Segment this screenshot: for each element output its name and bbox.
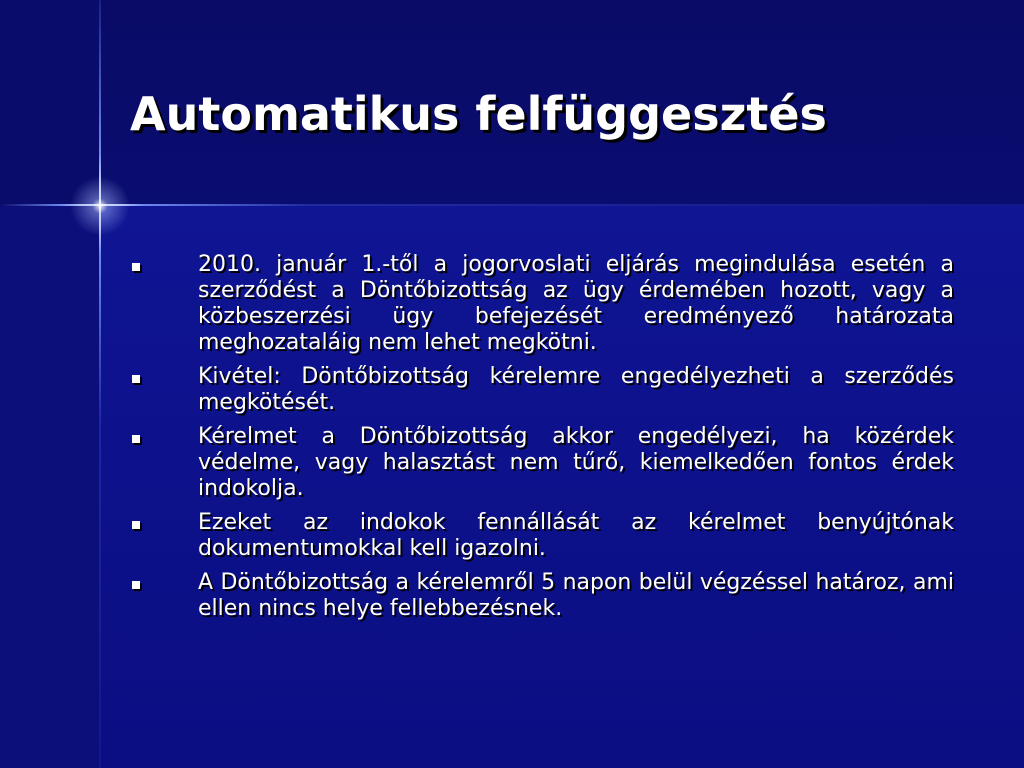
square-bullet-icon [132,263,140,271]
square-bullet-icon [132,581,140,589]
bullet-text: Kivétel: Döntőbizottság kérelemre engedélyezheti a szerződés megkötését. [198,364,954,415]
bullet-text: Kérelmet a Döntőbizottság akkor engedélyezi, ha közérdek védelme, vagy halasztást nem tűrő, kiemelkedően fontos érdek indokolja. [198,424,954,501]
bullet-list [130,252,954,630]
vertical-light-line [99,0,101,768]
slide-title: Automatikus felfüggesztés [130,87,827,141]
bullet-item [130,364,954,416]
bullet-text: A Döntőbizottság a kérelemről 5 napon belül végzéssel határoz, ami ellen nincs helye fellebbezésnek. [198,570,954,621]
square-bullet-icon [132,435,140,443]
bullet-item [130,252,954,356]
bullet-item [130,424,954,502]
bullet-item [130,570,954,622]
square-bullet-icon [132,521,140,529]
corner-decoration [0,0,100,206]
bullet-item [130,510,954,562]
square-bullet-icon [132,375,140,383]
sparkle-icon [70,176,130,236]
bullet-text: 2010. január 1.-től a jogorvoslati eljárás megindulása esetén a szerződést a Döntőbizottság az ügy érdemében hozott, vagy a közbeszerzési ügy befejezését eredményező határozata meghozataláig nem lehet megkötni. [198,252,954,355]
horizontal-light-line [0,204,1024,206]
bullet-text: Ezeket az indokok fennállását az kérelmet benyújtónak dokumentumokkal kell igazolni. [198,510,954,561]
